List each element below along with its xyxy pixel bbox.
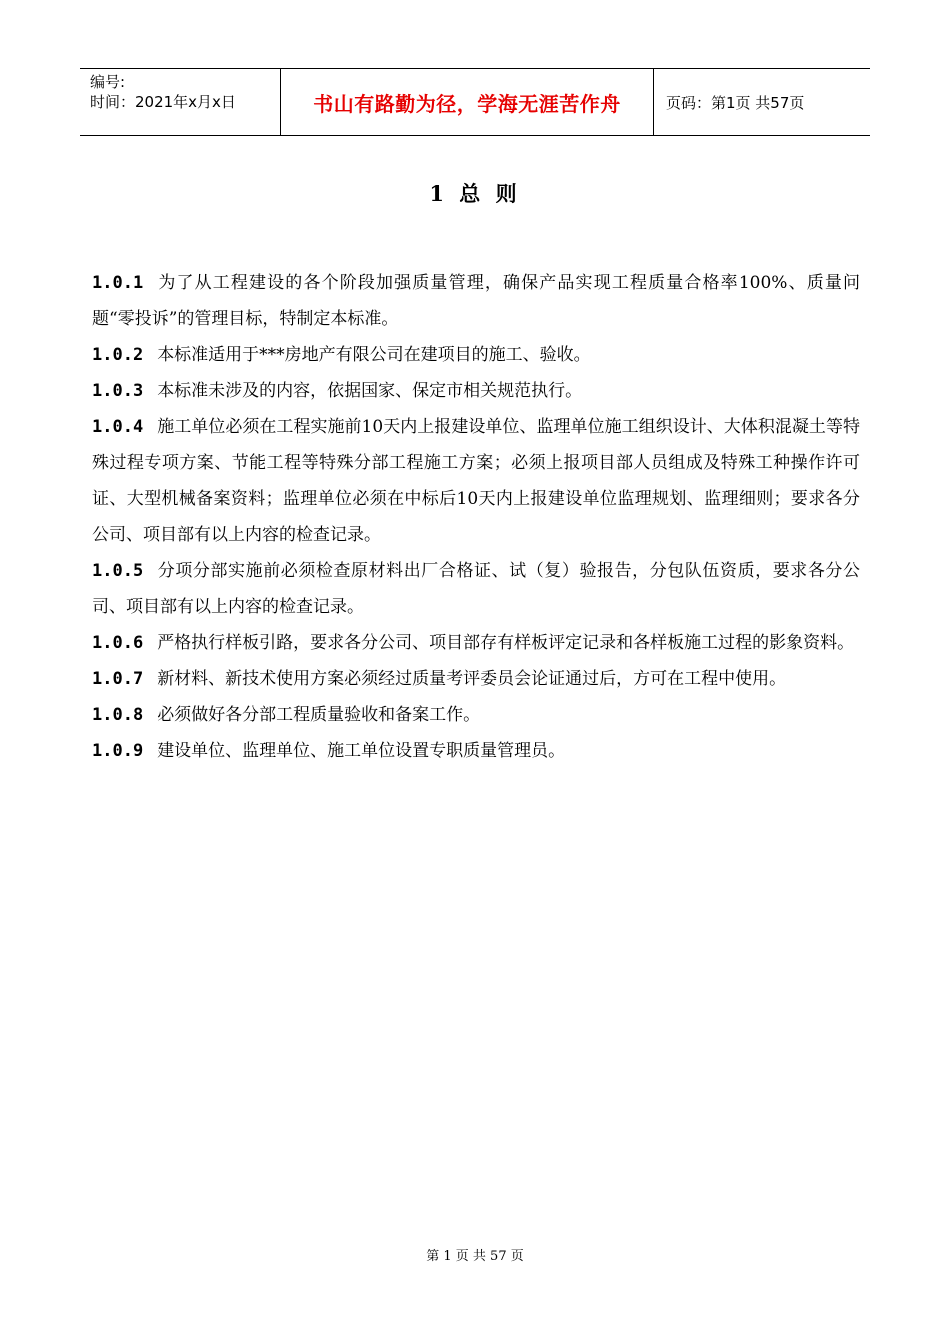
- clause-paragraph: [92, 265, 860, 337]
- clause-paragraph: [92, 553, 860, 625]
- document-body: [92, 265, 860, 769]
- clause-text: 严格执行样板引路，要求各分公司、项目部存有样板评定记录和各样板施工过程的影象资料。: [157, 633, 855, 653]
- clause-number: 1.0.4: [92, 417, 144, 437]
- section-title: 1 总 则: [429, 181, 521, 206]
- clause-number: 1.0.2: [92, 345, 144, 365]
- clause-paragraph: [92, 409, 860, 553]
- clause-number: 1.0.7: [92, 669, 144, 689]
- clause-text: 分项分部实施前必须检查原材料出厂合格证、试（复）验报告，分包队伍资质，要求各分公司、项目部有以上内容的检查记录。: [92, 561, 860, 617]
- header-motto: 书山有路勤为径，学海无涯苦作舟: [281, 69, 654, 135]
- clause-number: 1.0.1: [92, 273, 144, 293]
- clause-number: 1.0.8: [92, 705, 144, 725]
- clause-text: 必须做好各分部工程质量验收和备案工作。: [157, 705, 481, 725]
- clause-number: 1.0.9: [92, 741, 144, 761]
- clause-text: 新材料、新技术使用方案必须经过质量考评委员会论证通过后，方可在工程中使用。: [157, 669, 787, 689]
- clause-paragraph: [92, 697, 860, 733]
- page-footer: 第 1 页 共 57 页: [426, 1249, 524, 1264]
- clause-text: 为了从工程建设的各个阶段加强质量管理，确保产品实现工程质量合格率100%、质量问题“零投诉”的管理目标，特制定本标准。: [92, 273, 860, 329]
- clause-paragraph: [92, 661, 860, 697]
- document-time-label: 时间：2021年x月x日: [90, 93, 236, 111]
- clause-text: 建设单位、监理单位、施工单位设置专职质量管理员。: [157, 741, 566, 761]
- clause-paragraph: [92, 337, 860, 373]
- clause-number: 1.0.5: [92, 561, 144, 581]
- page-header: [80, 68, 870, 136]
- clause-number: 1.0.6: [92, 633, 144, 653]
- header-meta: [80, 69, 281, 135]
- clause-text: 本标准未涉及的内容，依据国家、保定市相关规范执行。: [157, 381, 583, 401]
- clause-text: 施工单位必须在工程实施前10天内上报建设单位、监理单位施工组织设计、大体积混凝土等特殊过程专项方案、节能工程等特殊分部工程施工方案；必须上报项目部人员组成及特殊工种操作许可证、大型机械备案资料；监理单位必须在中标后10天内上报建设单位监理规划、监理细则；要求各分公司、项目部有以上内容的检查记录。: [92, 417, 860, 545]
- header-page-info: 页码：第1页 共57页: [666, 93, 805, 112]
- clause-paragraph: [92, 733, 860, 769]
- document-number-label: 编号:: [90, 73, 126, 91]
- clause-number: 1.0.3: [92, 381, 144, 401]
- clause-paragraph: [92, 625, 860, 661]
- clause-text: 本标准适用于***房地产有限公司在建项目的施工、验收。: [157, 345, 591, 365]
- clause-paragraph: [92, 373, 860, 409]
